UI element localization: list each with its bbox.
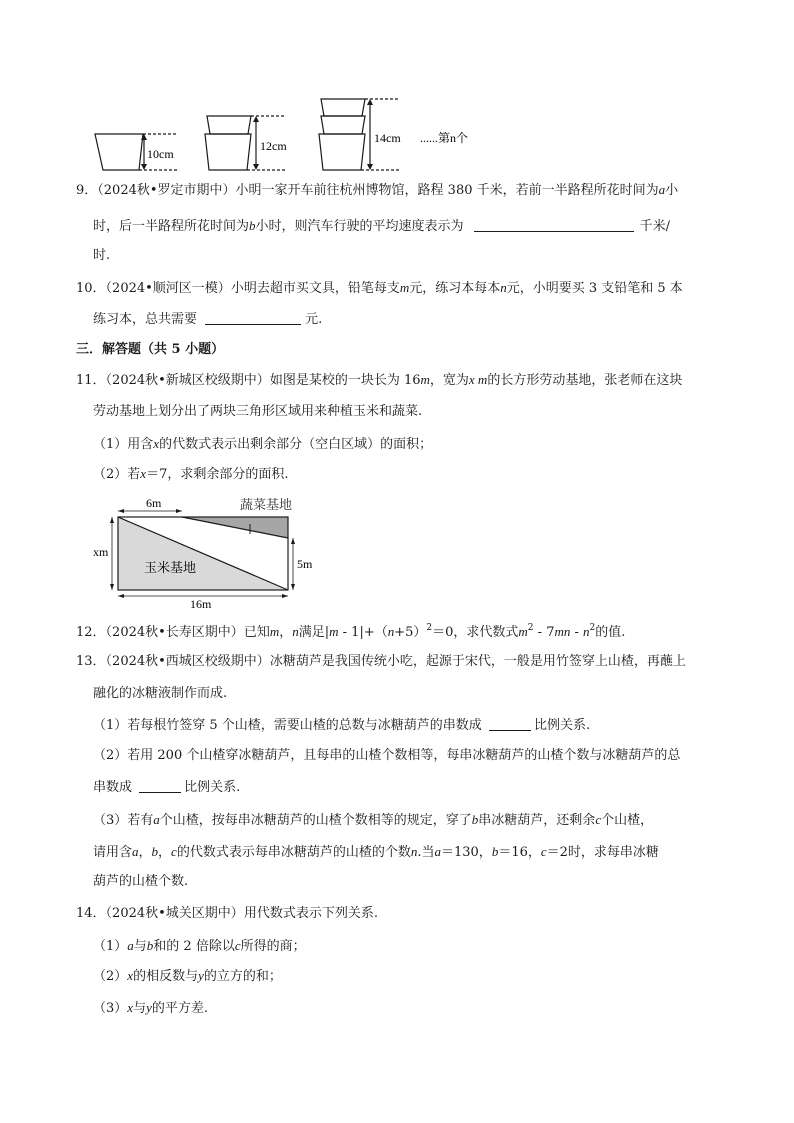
question-13-line-2: 融化的冰糖液制作而成. [93,686,228,701]
cup-shape [95,134,143,170]
answer-blank-10[interactable] [205,310,301,325]
question-14: 14．（2024秋•城关区期中）用代数式表示下列关系. [76,906,378,921]
question-13-part-1: （1）若每根竹签穿 5 个山楂，需要山楂的总数与冰糖葫芦的串数成 比例关系. [93,718,591,733]
question-14-part-2: （2）x的相反数与y的立方的和； [93,968,282,984]
question-13-line-1: 13．（2024秋•西城区校级期中）冰糖葫芦是我国传统小吃，起源于宋代，一般是用竹签穿上山楂，再蘸上 [76,654,686,669]
labor-base-figure [90,494,330,612]
cup-stack-figure [90,94,490,174]
section-heading: 三．解答题（共 5 小题） [76,342,225,357]
question-9-line-2: 时，后一半路程所花时间为b小时，则汽车行驶的平均速度表示为 千米/ [93,218,671,234]
question-9-line-3: 时. [93,248,111,263]
cup1-height-label: 10cm [147,147,174,161]
question-14-part-3: （3）x与y的平方差. [93,1000,208,1016]
question-11-line-2: 劳动基地上划分出了两块三角形区域用来种植玉米和蔬菜. [93,404,423,419]
question-13-part-3b: 请用含a，b，c的代数式表示每串冰糖葫芦的山楂的个数n.当a＝130，b＝16，c＝2时，求每串冰糖 [93,844,659,860]
question-9-line-1: 9．（2024秋•罗定市期中）小明一家开车前往杭州博物馆，路程 380 千米，若前一半路程所花时间为a小 [76,182,679,198]
vegetable-base-label: 蔬菜基地 [240,497,293,512]
question-11-line-1: 11．（2024秋•新城区校级期中）如图是某校的一块长为 16m，宽为x m的长方形劳动基地，张老师在这块 [76,372,683,388]
cup3-height-label: 14cm [374,131,401,145]
question-14-part-1: （1）a与b和的 2 倍除以c所得的商； [93,938,306,954]
cup2-height-label: 12cm [260,139,287,153]
answer-blank-13-2[interactable] [139,778,181,793]
question-11-part-2: （2）若x＝7，求剩余部分的面积. [93,466,289,482]
right-length-label: 5m [297,557,313,571]
question-10-line-2: 练习本，总共需要 元. [93,312,323,327]
corn-base-label: 玉米基地 [144,560,197,575]
question-13-part-2a: （2）若用 200 个山楂穿冰糖葫芦，且每串的山楂个数相等，每串冰糖葫芦的山楂个数与冰糖葫芦的总 [93,748,681,763]
question-13-part-3a: （3）若有a个山楂，按每串冰糖葫芦的山楂个数相等的规定，穿了b串冰糖葫芦，还剩余c个山楂， [93,812,654,828]
width-label: xm [93,545,109,559]
answer-blank-9[interactable] [474,217,634,232]
question-12: 12．（2024秋•长寿区期中）已知m，n满足$|m - 1|+(n+5)^2=0$，求代数式$m^2 - 7mn - n^2$的值. [76,623,626,640]
question-13-part-2b: 串数成 比例关系. [93,780,241,795]
nth-cup-label: ......第n个 [420,131,469,145]
bottom-length-label: 16m [190,597,212,611]
top-length-label: 6m [146,496,162,510]
answer-blank-13-1[interactable] [489,716,531,731]
question-13-part-3c: 葫芦的山楂个数. [93,874,189,889]
question-11-part-1: （1）用含x的代数式表示出剩余部分（空白区域）的面积； [93,436,433,452]
question-10-line-1: 10．（2024•顺河区一模）小明去超市买文具，铅笔每支m元，练习本每本n元，小明要买 3 支铅笔和 5 本 [76,280,683,296]
